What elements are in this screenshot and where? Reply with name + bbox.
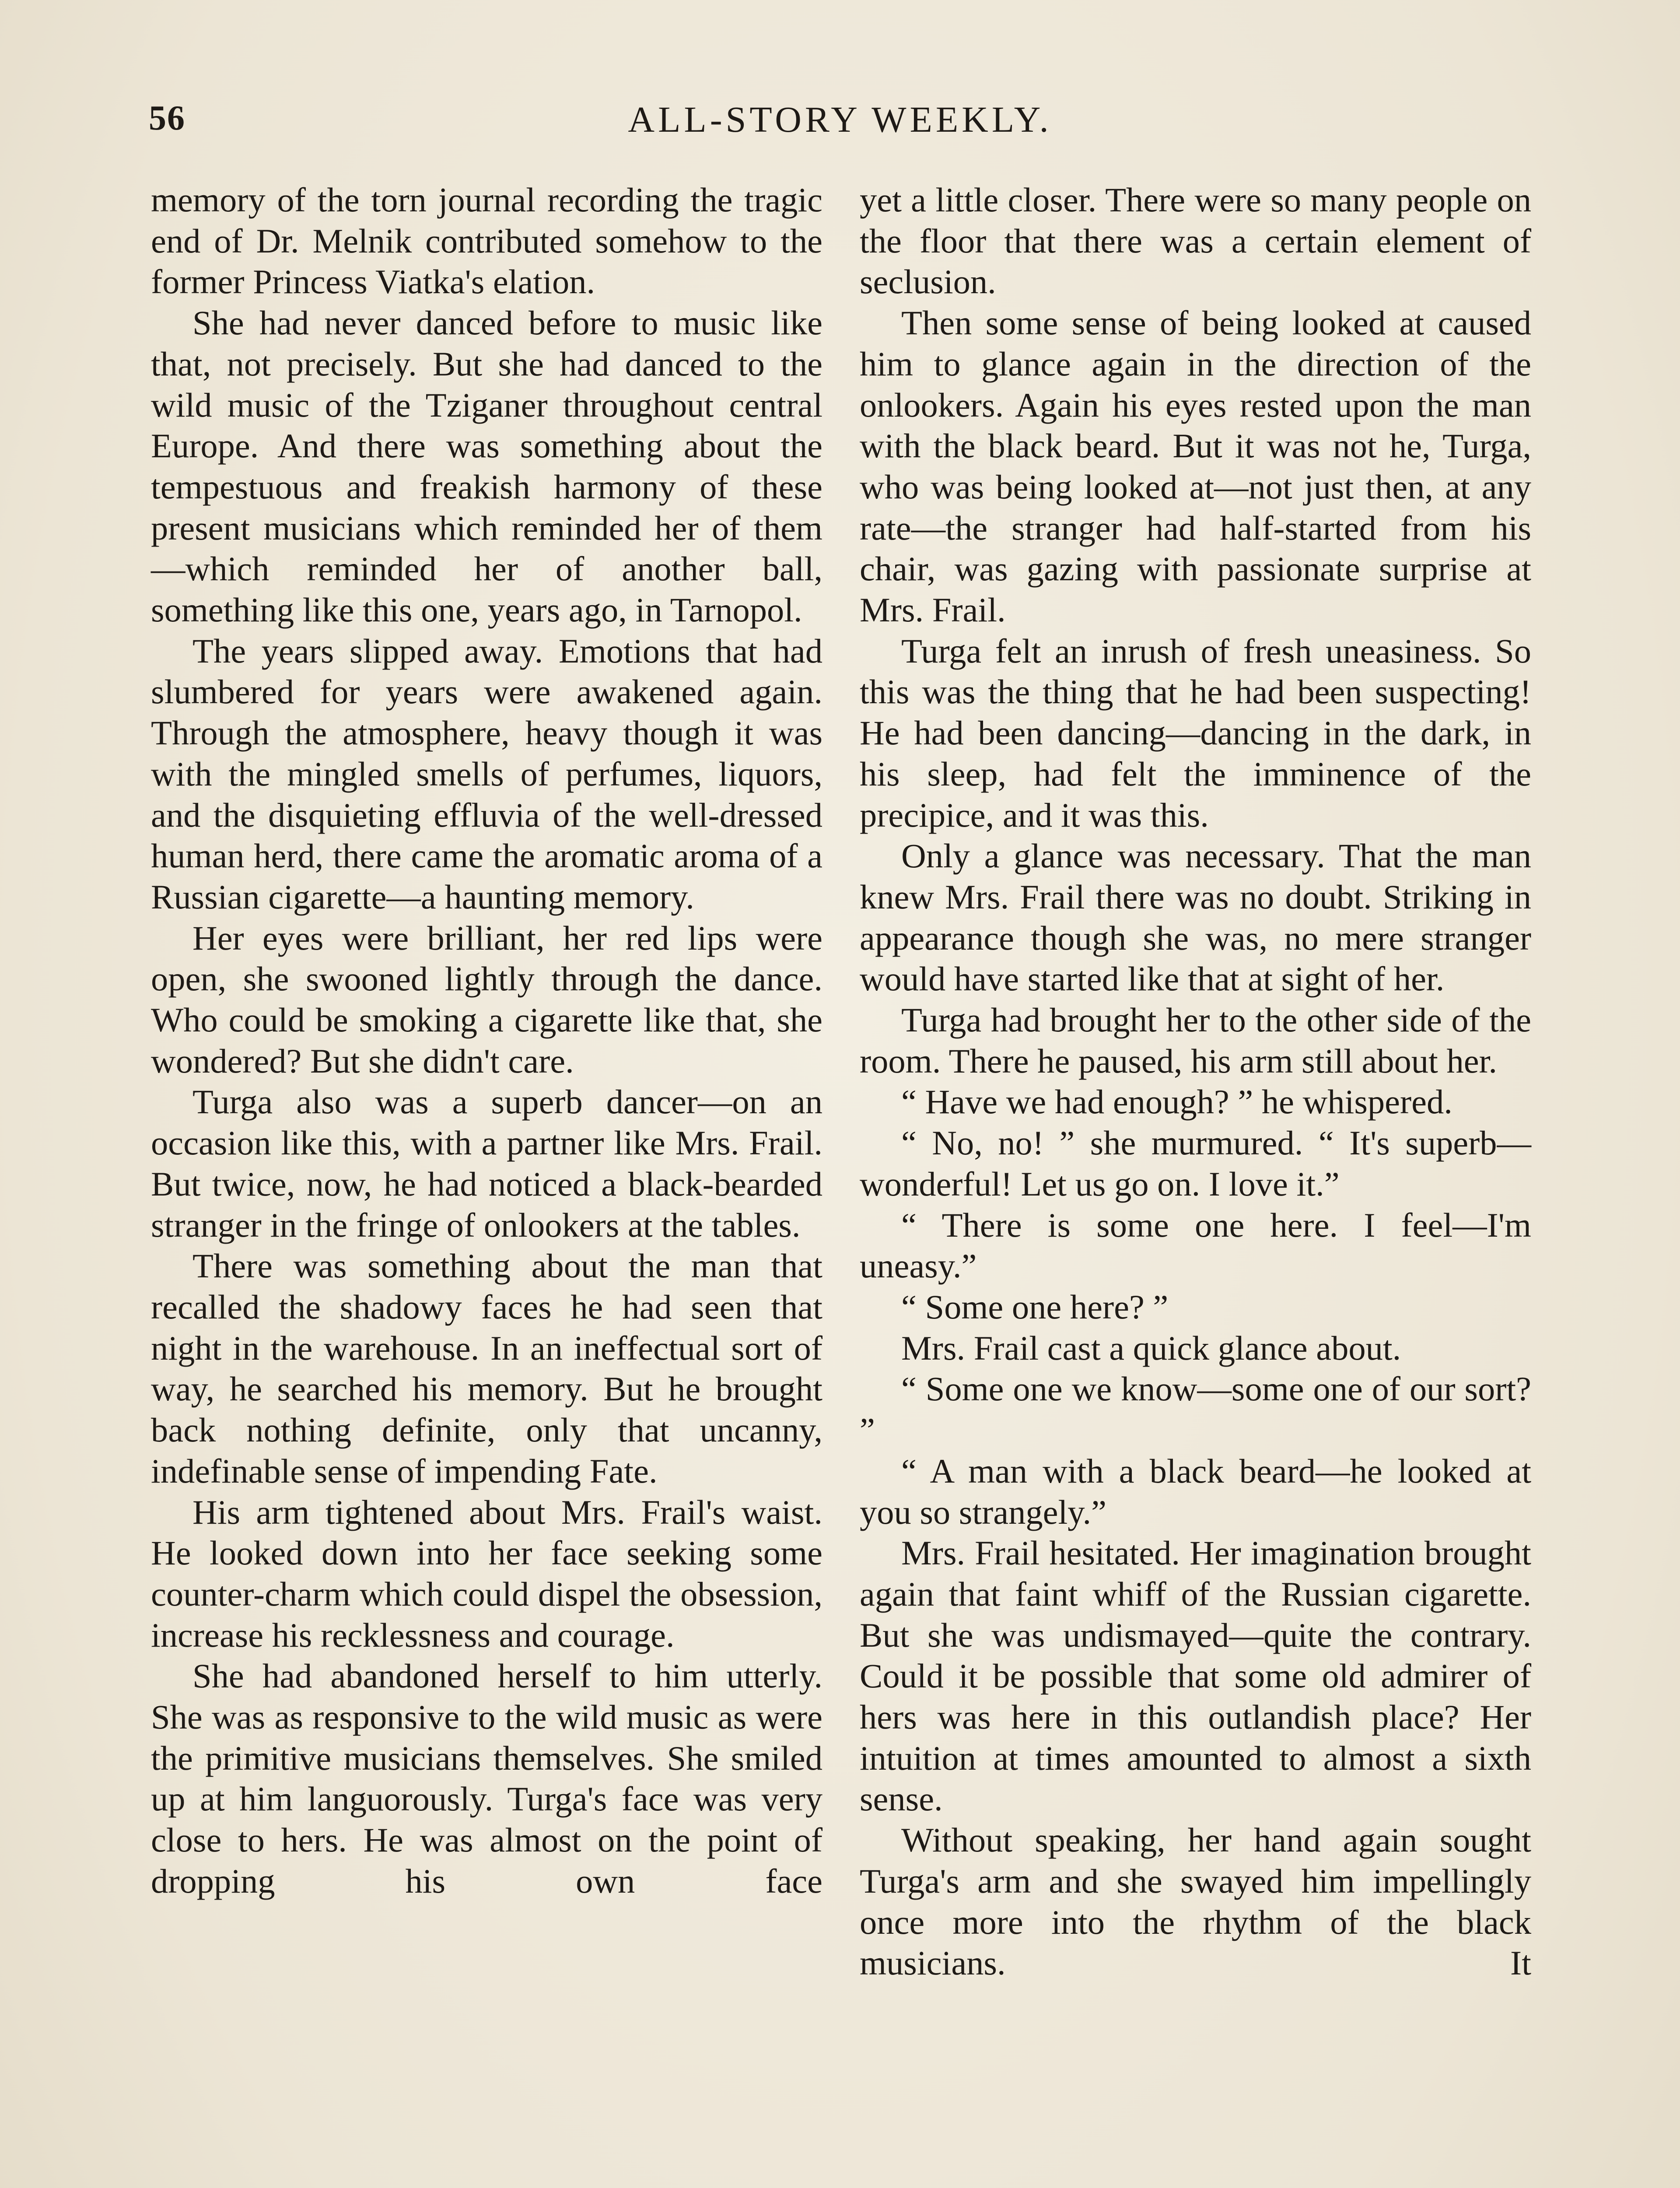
paragraph: Turga felt an inrush of fresh uneasiness. So this was the thing that he had been suspecting! He had been dancing—dancing in the dark, in his sleep, had felt the imminence of the precipice, and it was this.: [860, 631, 1531, 834]
paragraph: Only a glance was necessary. That the man knew Mrs. Frail there was no doubt. Striking in appearance though she was, no mere stranger would have started like that at sight of her.: [860, 837, 1531, 998]
paragraph: Her eyes were brilliant, her red lips were open, she swooned lightly through the dance. Who could be smoking a cigarette like that, she wondered? But she didn't care.: [151, 919, 822, 1080]
paragraph: Mrs. Frail cast a quick glance about.: [901, 1329, 1401, 1367]
paragraph: Without speaking, her hand again sought Turga's arm and she swayed him impellingly once more into the rhythm of the black musicians. It: [860, 1821, 1531, 1982]
running-head: ALL-STORY WEEKLY.: [628, 99, 1052, 140]
paragraph: Turga also was a superb dancer—on an occasion like this, with a partner like Mrs. Frail. But twice, now, he had noticed a black-bearded stranger in the fringe of onlookers at the tables.: [151, 1083, 822, 1244]
paragraph: “ There is some one here. I feel—I'm uneasy.”: [860, 1206, 1531, 1285]
paragraph: “ No, no! ” she murmured. “ It's superb—wonderful! Let us go on. I love it.”: [860, 1124, 1531, 1203]
paragraph: “ Have we had enough? ” he whispered.: [901, 1083, 1452, 1121]
paragraph: Mrs. Frail hesitated. Her imagination brought again that faint whiff of the Russian cigarette. But she was undismayed—quite the contrary. Could it be possible that some old admirer of hers was here in this outlandish place? Her intuition at times amounted to almost a sixth sense.: [860, 1534, 1531, 1818]
paragraph: Then some sense of being looked at caused him to glance again in the direction of the onlookers. Again his eyes rested upon the man with the black beard. But it was not he, Turga, who was being looked at—not just then, at any rate—the stranger had half-started from his chair, was gazing with passionate surprise at Mrs. Frail.: [860, 304, 1531, 629]
paragraph: There was something about the man that recalled the shadowy faces he had seen that night in the warehouse. In an ineffectual sort of way, he searched his memory. But he brought back nothing definite, only that uncanny, indefinable sense of impending Fate.: [151, 1247, 822, 1490]
paragraph: Turga had brought her to the other side of the room. There he paused, his arm still about her.: [860, 1001, 1531, 1080]
page-header: [149, 98, 1531, 168]
paragraph: “ Some one we know—some one of our sort? ”: [860, 1370, 1531, 1449]
paragraph: She had never danced before to music like that, not precisely. But she had danced to the wild music of the Tziganer throughout central Europe. And there was something about the tempestuous and freakish harmony of these present musicians which reminded her of them—which reminded her of another ball, something like this one, years ago, in Tarnopol.: [151, 304, 822, 629]
paragraph: His arm tightened about Mrs. Frail's waist. He looked down into her face seeking some counter-charm which could dispel the obsession, increase his recklessness and courage.: [151, 1493, 822, 1654]
text-column-left: [151, 179, 822, 1902]
paragraph: She had abandoned herself to him utterly. She was as responsive to the wild music as were the primitive musicians themselves. She smiled up at him languorously. Turga's face was very close to hers. He was almost on the point of dropping his own face: [151, 1657, 822, 1900]
page-number: 56: [149, 99, 186, 137]
paragraph: “ A man with a black beard—he looked at you so strangely.”: [860, 1452, 1531, 1531]
text-column-right: [860, 179, 1531, 1984]
paragraph: yet a little closer. There were so many people on the floor that there was a certain element of seclusion.: [860, 181, 1531, 301]
paragraph: “ Some one here? ”: [901, 1287, 1169, 1326]
paragraph: The years slipped away. Emotions that had slumbered for years were awakened again. Through the atmosphere, heavy though it was with the mingled smells of perfumes, liquors, and the disquieting effluvia of the well-dressed human herd, there came the aromatic aroma of a Russian cigarette—a haunting memory.: [151, 631, 822, 916]
paragraph: memory of the torn journal recording the tragic end of Dr. Melnik contributed somehow to the former Princess Viatka's elation.: [151, 181, 822, 301]
